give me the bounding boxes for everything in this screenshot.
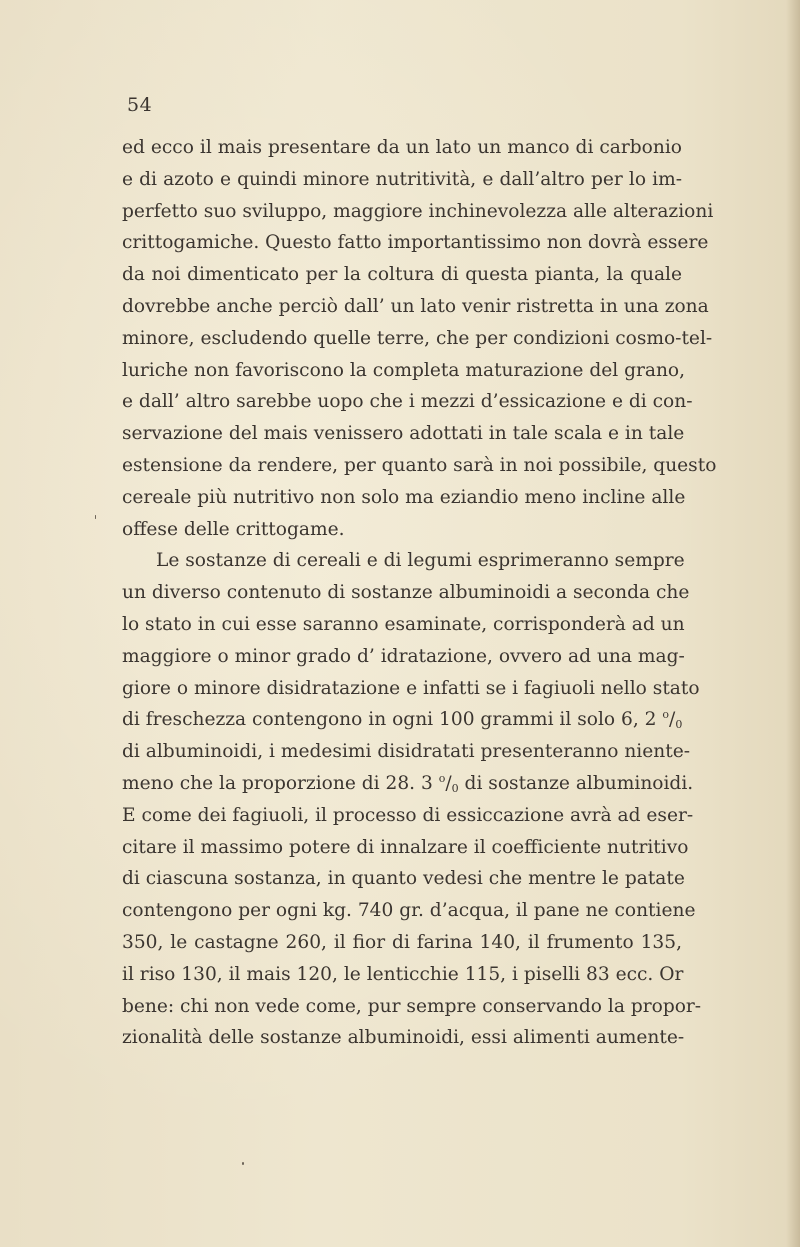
page-number: 54 (127, 94, 153, 116)
text-line: di ciascuna sostanza, in quanto vedesi che mentre le patate (122, 868, 685, 890)
line-text: di freschezza contengono in ogni 100 grammi il solo 6, 2 (122, 709, 663, 731)
text-line: servazione del mais venissero adottati in tale scala e in tale (122, 423, 685, 445)
text-line: crittogamiche. Questo fatto importantissimo non dovrà essere (122, 232, 709, 254)
text-line: lo stato in cui esse saranno esaminate, corrisponderà ad un (122, 613, 685, 635)
page-edge-shadow (786, 0, 800, 1247)
percent-sign-bottom: 0 (675, 718, 683, 732)
text-line: e di azoto e quindi minore nutritività, e dall’altro per lo im- (122, 168, 682, 190)
line-text: meno che la proporzione di 28. 3 (122, 772, 439, 794)
percent-sign-bottom: 0 (451, 781, 459, 795)
text-line: un diverso contenuto di sostanze albuminoidi a seconda che (122, 582, 690, 604)
text-line: giore o minore disidratazione e infatti se i fagiuoli nello stato (122, 677, 700, 699)
text-line: citare il massimo potere di innalzare il coefficiente nutritivo (122, 836, 689, 858)
text-line: da noi dimenticato per la coltura di questa pianta, la quale (122, 264, 682, 286)
paper-speck (242, 1162, 244, 1165)
percent-sign-slash: / (669, 709, 676, 731)
percent-sign-top: o (662, 708, 670, 722)
text-line: dovrebbe anche perciò dall’ un lato venir ristretta in una zona (122, 295, 709, 317)
text-line: minore, escludendo quelle terre, che per condizioni cosmo-tel- (122, 327, 713, 349)
text-line: offese delle crittogame. (122, 518, 345, 540)
paper-speck (95, 515, 96, 519)
body-text (122, 132, 717, 1054)
text-line: ed ecco il mais presentare da un lato un manco di carbonio (122, 137, 682, 158)
text-line: perfetto suo sviluppo, maggiore inchinevolezza alle alterazioni (122, 200, 714, 222)
text-line: zionalità delle sostanze albuminoidi, essi alimenti aumente- (122, 1027, 685, 1049)
text-line: di albuminoidi, i medesimi disidratati presenteranno niente- (122, 741, 690, 763)
percent-sign-slash: / (445, 772, 452, 794)
text-line-percent (122, 704, 682, 736)
text-line: 350, le castagne 260, il fior di farina 140, il frumento 135, (122, 931, 682, 953)
text-line: bene: chi non vede come, pur sempre conservando la propor- (122, 995, 702, 1017)
text-line: cereale più nutritivo non solo ma eziandio meno incline alle (122, 486, 686, 508)
text-line: contengono per ogni kg. 740 gr. d’acqua, il pane ne contiene (122, 900, 696, 922)
text-line: il riso 130, il mais 120, le lenticchie 115, i piselli 83 ecc. Or (122, 963, 684, 985)
text-line: luriche non favoriscono la completa maturazione del grano, (122, 359, 686, 381)
text-line: estensione da rendere, per quanto sarà in noi possibile, questo (122, 454, 717, 476)
text-line-paragraph-start: Le sostanze di cereali e di legumi esprimeranno sempre (156, 550, 685, 572)
text-line: e dall’ altro sarebbe uopo che i mezzi d’essicazione e di con- (122, 391, 693, 413)
percent-sign-top: o (438, 771, 446, 785)
text-line: maggiore o minor grado d’ idratazione, ovvero ad una mag- (122, 645, 685, 667)
text-line: E come dei fagiuoli, il processo di essiccazione avrà ad eser- (122, 804, 694, 826)
text-line-percent (122, 768, 694, 800)
line-text: di sostanze albuminoidi. (458, 772, 694, 794)
